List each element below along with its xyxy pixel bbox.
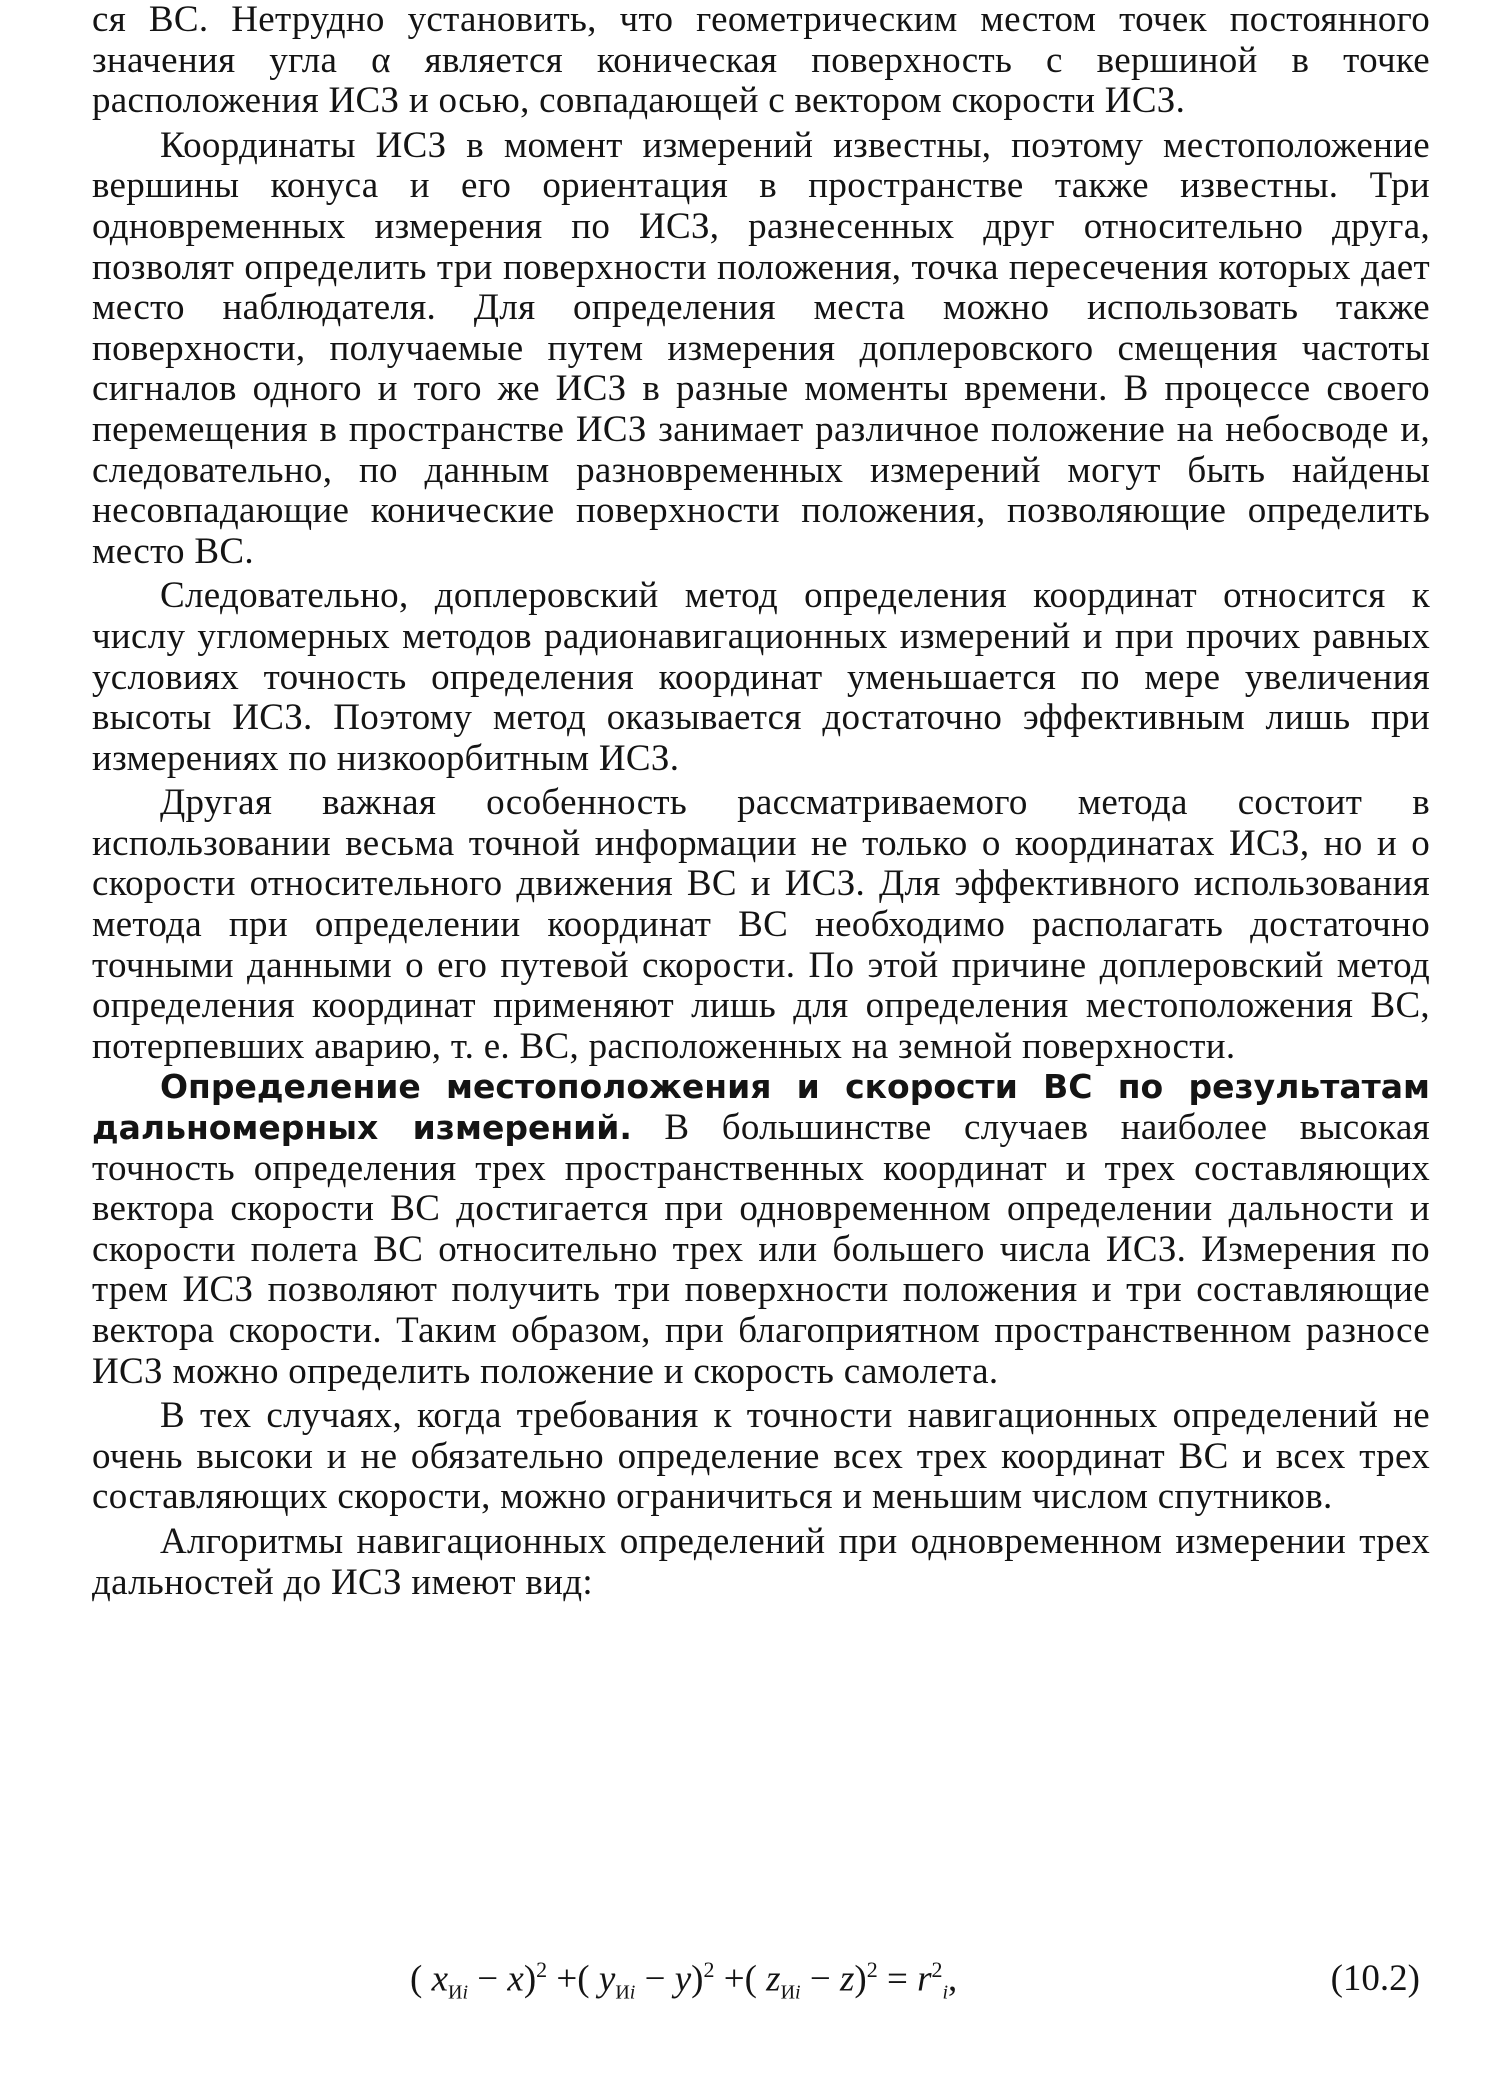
equation-number: (10.2)	[1330, 1958, 1420, 1999]
section-heading: Определение местоположения и скорости ВС по результатам дальномерных измерений.	[92, 1067, 1430, 1148]
paragraph-4: Другая важная особенность рассматриваемого метода состоит в использовании весьма точной информации не только о координатах ИСЗ, но и о скорости относительного движения ВС и ИСЗ. Для эффективного использования метода при определении координат ВС необходимо располагать достаточно точными данными о его путевой скорости. По этой причине доплеровский метод определения координат применяют лишь для определения местоположения ВС, потерпевших аварию, т. е. ВС, расположенных на земной поверхности.	[92, 782, 1430, 1067]
paragraph-6: В тех случаях, когда требования к точности навигационных определений не очень высоки и не обязательно определение всех трех координат ВС и всех трех составляющих скорости, можно ограничиться и меньшим числом спутников.	[92, 1395, 1430, 1518]
document-page	[92, 0, 1430, 1603]
equation-10-2	[92, 1957, 1430, 2007]
paragraph-7: Алгоритмы навигационных определений при одновременном измерении трех дальностей до ИСЗ имеют вид:	[92, 1520, 1430, 1603]
equation-body: ( $x_{Иi} - x)^2$ +( $y_{Иi} - y)^2$ +( $z_{Иi} - z)^2 = r^2_i$,	[410, 1957, 958, 2004]
paragraph-3: Следовательно, доплеровский метод определения координат относится к числу угломерных методов радионавигационных измерений и при прочих равных условиях точность определения координат уменьшается по мере увеличения высоты ИСЗ. Поэтому метод оказывается достаточно эффективным лишь при измерениях по низкоорбитным ИСЗ.	[92, 575, 1430, 779]
paragraph-2: Координаты ИСЗ в момент измерений известны, поэтому местоположение вершины конуса и его ориентация в пространстве также известны. Три одновременных измерения по ИСЗ, разнесенных друг относительно друга, позволят определить три поверхности положения, точка пересечения которых дает место наблюдателя. Для определения места можно использовать также поверхности, получаемые путем измерения доплеровского смещения частоты сигналов одного и того же ИСЗ в разные моменты времени. В процессе своего перемещения в пространстве ИСЗ занимает различное положение на небосводе и, следовательно, по данным разновременных измерений могут быть найдены несовпадающие конические поверхности положения, позволяющие определить место ВС.	[92, 124, 1430, 572]
paragraph-5-text: В большинстве случаев наиболее высокая точность определения трех пространственных координат и трех составляющих вектора скорости ВС достигается при одновременном определении дальности и скорости полета ВС относительно трех или большего числа ИСЗ. Измерения по трем ИСЗ позволяют получить три поверхности положения и три составляющие вектора скорости. Таким образом, при благоприятном пространственном разносе ИСЗ можно определить положение и скорость самолета.	[92, 1107, 1430, 1392]
paragraph-5	[92, 1067, 1430, 1392]
paragraph-1: ся ВС. Нетрудно установить, что геометрическим местом точек постоянного значения угла α является коническая поверхность с вершиной в точке расположения ИСЗ и осью, совпадающей с вектором скорости ИСЗ.	[92, 0, 1430, 122]
